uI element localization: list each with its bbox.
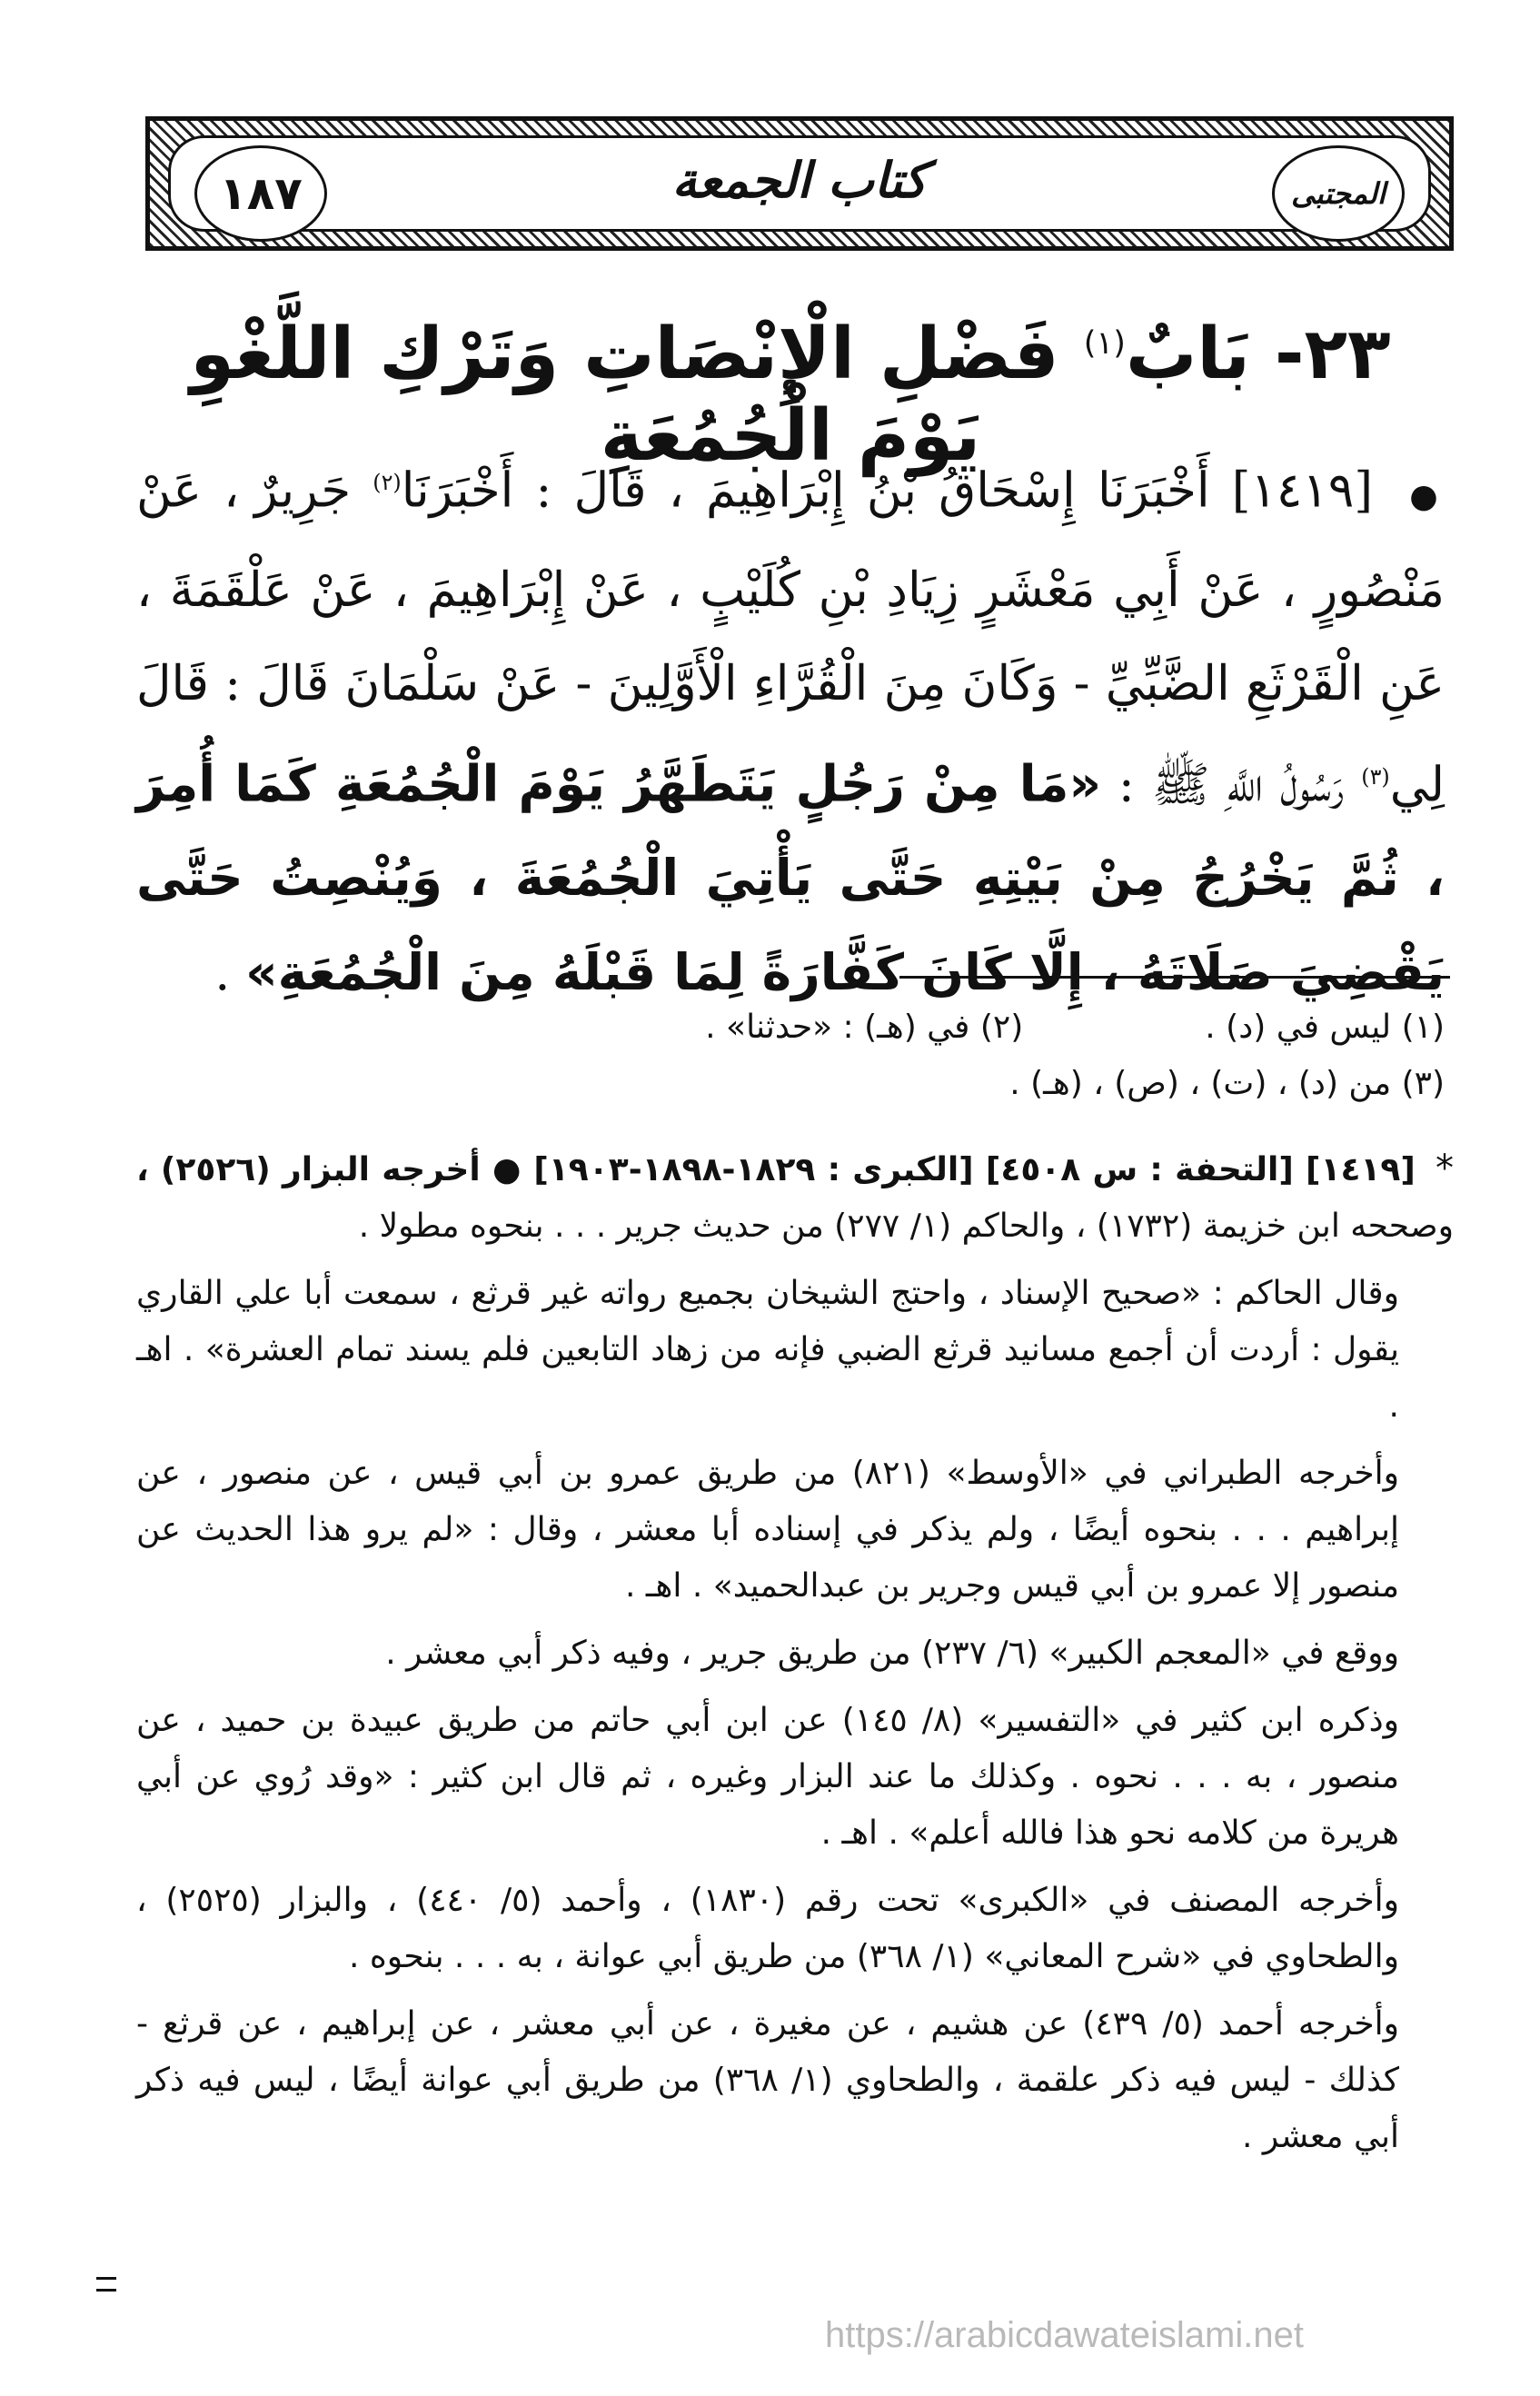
book-logo-medallion [1272,145,1405,242]
takhrij-paragraph-6: وأخرجه المصنف في «الكبرى» تحت رقم (١٨٣٠) ، وأحمد (٥/ ٤٤٠) ، والبزار (٢٥٢٥) ، والطحاوي في «شرح المعاني» (١/ ٣٦٨) من طريق أبي عوانة ، به . . . بنحوه . [136,1882,1400,1975]
hadith-end: . [214,946,231,1002]
takhrij-paragraph-7: وأخرجه أحمد (٥/ ٤٣٩) عن هشيم ، عن مغيرة ، عن أبي معشر ، عن إبراهيم ، عن قرثع - كذلك - ليس فيه ذكر علقمة ، والطحاوي (١/ ٣٦٨) من طريق أبي عوانة أيضًا ، ليس فيه ذكر أبي معشر . [136,2005,1400,2155]
hadith-number: [١٤١٩] [1231,462,1374,519]
takhrij-reference-rest: وصححه ابن خزيمة (١٧٣٢) ، والحاكم (١/ ٢٧٧) من حديث جرير . . . بنحوه مطولا . [358,1208,1454,1245]
hadith-matn: «مَا مِنْ رَجُلٍ يَتَطَهَّرُ يَوْمَ الْجُمُعَةِ كَمَا أُمِرَ ، ثُمَّ يَخْرُجُ مِنْ بَيْتِهِ حَتَّى يَأْتِيَ الْجُمُعَةَ ، وَيُنْصِتُ حَتَّى يَقْضِيَ صَلَاتَهُ ، إِلَّا كَانَ كَفَّارَةً لِمَا قَبْلَهُ مِنَ الْجُمُعَةِ» [136,754,1445,1002]
footnotes [136,999,1445,1112]
chapter-heading-number: ٢٣- بَابٌ [1125,313,1391,395]
takhrij-paragraph-2: وقال الحاكم : «صحيح الإسناد ، واحتج الشيخان بجميع رواته غير قرثع ، سمعت أبا علي القاري يقول : أردت أن أجمع مسانيد قرثع الضبي فإنه من زهاد التابعين فلم يسند تمام العشرة» . اهـ . [136,1275,1399,1425]
header-title: كتاب الجمعة [671,151,928,209]
takhrij-paragraph-1 [136,1140,1454,1255]
hadith-chain-part3: رَسُولُ اللَّهِ ﷺ : [1118,757,1345,813]
takhrij-reference: [١٤١٩] [التحفة : س ٤٥٠٨] [الكبرى : ١٨٢٩-١٨٩٨-١٩٠٣] ● أخرجه البزار (٢٥٢٦) ، [136,1151,1416,1188]
hadith-chain-part2: جَرِيرٌ ، عَنْ مَنْصُورٍ ، عَنْ أَبِي مَعْشَرٍ زِيَادِ بْنِ كُلَيْبٍ ، عَنْ إِبْرَاهِيمَ ، عَنْ عَلْقَمَةَ ، عَنِ الْقَرْثَعِ الضَّبِّيِّ - وَكَانَ مِنَ الْقُرَّاءِ الْأَوَّلِينَ - عَنْ سَلْمَانَ قَالَ : قَالَ لِي [136,462,1446,813]
takhrij-paragraph-5: وذكره ابن كثير في «التفسير» (٨/ ١٤٥) عن ابن أبي حاتم من طريق عبيدة بن حميد ، عن منصور ، به . . . نحوه . وكذلك ما عند البزار وغيره ، ثم قال ابن كثير : «وقد رُوي عن أبي هريرة من كلامه نحو هذا فالله أعلم» . اهـ . [136,1702,1399,1852]
hadith-text [136,436,1445,1020]
takhrij-paragraph-4: ووقع في «المعجم الكبير» (٦/ ٢٣٧) من طريق جرير ، وفيه ذكر أبي معشر . [385,1635,1399,1672]
footnote-2: (٢) في (هـ) : «حدثنا» . [705,1009,1024,1046]
footnote-1: (١) ليس في (د) . [1205,1009,1445,1046]
footnote-divider [899,976,1450,979]
footnote-row [136,999,1445,1056]
asterisk-icon: * [1436,1148,1454,1189]
footnote-mark-3: (٣) [1361,763,1390,790]
bullet-icon: ● [1409,477,1445,515]
chapter-footnote-mark: (١) [1083,324,1126,362]
takhrij-paragraph-3: وأخرجه الطبراني في «الأوسط» (٨٢١) من طريق عمرو بن أبي قيس ، عن منصور ، عن إبراهيم . . . بنحوه أيضًا ، ولم يذكر في إسناده أبا معشر ، وقال : «لم يرو هذا الحديث عن منصور إلا عمرو بن أبي قيس وجرير بن عبدالحميد» . اهـ . [136,1455,1400,1605]
watermark-link[interactable]: https://arabicdawateislami.net [825,2315,1304,2355]
hadith-chain-part1: أَخْبَرَنَا إِسْحَاقُ بْنُ إِبْرَاهِيمَ ، قَالَ : أَخْبَرَنَا [401,462,1210,519]
page-header-frame [145,116,1454,251]
footnote-3: (٣) من (د) ، (ت) ، (ص) ، (هـ) . [1009,1065,1445,1102]
footnote-mark-2: (٢) [373,470,402,495]
chapter-heading-title: فَضْلِ الْإِنْصَاتِ وَتَرْكِ اللَّغْوِ يَوْمَ الْجُمُعَةِ [190,313,1059,477]
book-logo: المجتبى [1291,176,1386,211]
margin-mark [96,2277,116,2292]
takhrij-section [136,1140,1454,2176]
header-inner-band [168,135,1431,232]
page-number: ١٨٧ [219,167,303,220]
